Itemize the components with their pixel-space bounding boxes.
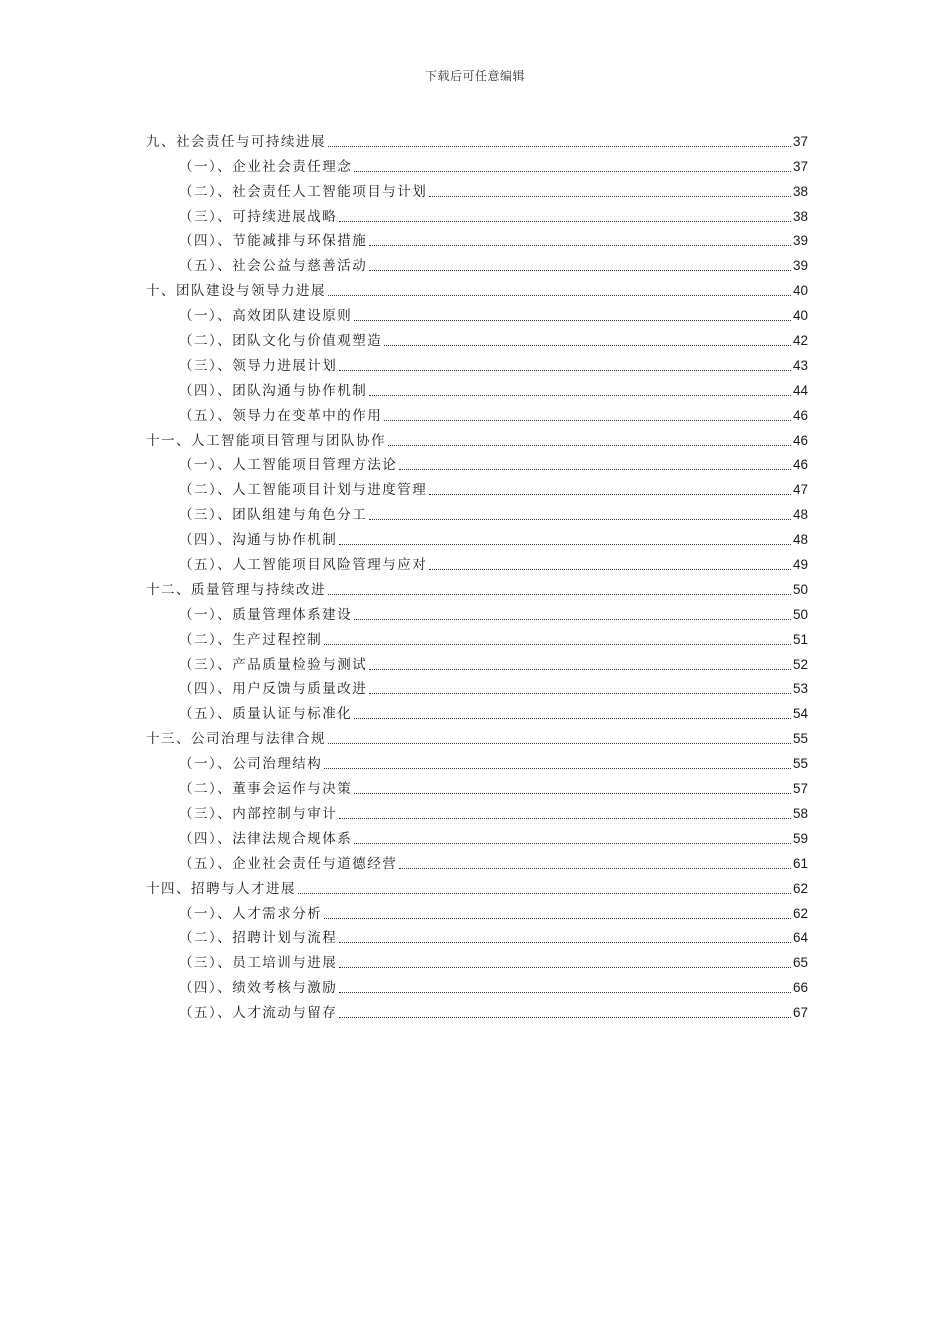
toc-page-number: 65 (792, 955, 808, 971)
toc-page-number: 40 (792, 283, 808, 299)
toc-dot-leader (384, 345, 791, 346)
toc-entry-title: （五）、企业社会责任与道德经营 (179, 855, 398, 872)
toc-section-entry[interactable] (146, 898, 808, 923)
toc-dot-leader (339, 818, 791, 819)
toc-dot-leader (399, 868, 791, 869)
toc-entry-title: （三）、产品质量检验与测试 (179, 656, 368, 673)
toc-dot-leader (339, 967, 791, 968)
toc-page-number: 46 (792, 457, 808, 473)
toc-entry-title: （四）、用户反馈与质量改进 (179, 681, 368, 698)
toc-entry-title: （一）、质量管理体系建设 (179, 606, 353, 623)
toc-section-entry[interactable] (146, 350, 808, 375)
toc-dot-leader (429, 196, 791, 197)
toc-dot-leader (369, 669, 791, 670)
toc-entry-title: （三）、内部控制与审计 (179, 805, 338, 822)
toc-page-number: 47 (792, 482, 808, 498)
toc-entry-title: （二）、社会责任人工智能项目与计划 (179, 183, 428, 200)
toc-section-entry[interactable] (146, 923, 808, 948)
toc-chapter-entry[interactable] (146, 275, 808, 300)
toc-dot-leader (369, 270, 791, 271)
toc-section-entry[interactable] (146, 773, 808, 798)
toc-page-number: 53 (792, 681, 808, 697)
toc-dot-leader (429, 569, 791, 570)
toc-section-entry[interactable] (146, 450, 808, 475)
toc-dot-leader (328, 295, 791, 296)
toc-dot-leader (339, 221, 791, 222)
toc-section-entry[interactable] (146, 151, 808, 176)
toc-page-number: 52 (792, 656, 808, 672)
toc-entry-title: （一）、高效团队建设原则 (179, 308, 353, 325)
toc-page-number: 37 (792, 133, 808, 149)
toc-entry-title: 十四、招聘与人才进展 (146, 880, 296, 897)
toc-entry-title: （三）、员工培训与进展 (179, 955, 338, 972)
toc-page-number: 44 (792, 382, 808, 398)
toc-dot-leader (369, 395, 791, 396)
toc-entry-title: （三）、可持续进展战略 (179, 208, 338, 225)
toc-entry-title: （四）、沟通与协作机制 (179, 532, 338, 549)
toc-page-number: 43 (792, 357, 808, 373)
toc-entry-title: （五）、质量认证与标准化 (179, 706, 353, 723)
toc-page-number: 58 (792, 805, 808, 821)
toc-dot-leader (369, 519, 791, 520)
toc-page-number: 46 (792, 407, 808, 423)
toc-section-entry[interactable] (146, 997, 808, 1022)
toc-page-number: 50 (792, 606, 808, 622)
toc-entry-title: （一）、人工智能项目管理方法论 (179, 457, 398, 474)
toc-entry-title: （二）、团队文化与价值观塑造 (179, 333, 383, 350)
toc-dot-leader (328, 743, 791, 744)
toc-page-number: 62 (792, 905, 808, 921)
toc-section-entry[interactable] (146, 848, 808, 873)
toc-entry-title: （二）、人工智能项目计划与进度管理 (179, 482, 428, 499)
toc-page-number: 59 (792, 830, 808, 846)
toc-entry-title: 十三、公司治理与法律合规 (146, 731, 326, 748)
toc-chapter-entry[interactable] (146, 873, 808, 898)
toc-page-number: 38 (792, 208, 808, 224)
toc-dot-leader (298, 893, 791, 894)
toc-section-entry[interactable] (146, 226, 808, 251)
toc-entry-title: （一）、人才需求分析 (179, 905, 323, 922)
toc-section-entry[interactable] (146, 201, 808, 226)
toc-entry-title: （一）、企业社会责任理念 (179, 158, 353, 175)
toc-dot-leader (324, 644, 791, 645)
toc-dot-leader (369, 693, 791, 694)
toc-dot-leader (354, 320, 791, 321)
toc-page-number: 37 (792, 158, 808, 174)
toc-entry-title: 十一、人工智能项目管理与团队协作 (146, 432, 386, 449)
toc-chapter-entry[interactable] (146, 723, 808, 748)
toc-page-number: 39 (792, 233, 808, 249)
toc-page-number: 50 (792, 581, 808, 597)
toc-dot-leader (339, 370, 791, 371)
toc-section-entry[interactable] (146, 947, 808, 972)
toc-entry-title: （五）、人才流动与留存 (179, 1005, 338, 1022)
toc-dot-leader (339, 1017, 791, 1018)
toc-chapter-entry[interactable] (146, 574, 808, 599)
toc-page-number: 55 (792, 756, 808, 772)
toc-entry-title: （一）、公司治理结构 (179, 756, 323, 773)
toc-entry-title: （三）、团队组建与角色分工 (179, 507, 368, 524)
toc-entry-title: （五）、人工智能项目风险管理与应对 (179, 557, 428, 574)
toc-page-number: 48 (792, 532, 808, 548)
toc-dot-leader (354, 171, 791, 172)
toc-page-number: 57 (792, 781, 808, 797)
toc-entry-title: 十、团队建设与领导力进展 (146, 283, 326, 300)
toc-page-number: 62 (792, 880, 808, 896)
toc-entry-title: （四）、团队沟通与协作机制 (179, 382, 368, 399)
toc-section-entry[interactable] (146, 176, 808, 201)
toc-page-number: 49 (792, 557, 808, 573)
toc-page-number: 61 (792, 855, 808, 871)
toc-section-entry[interactable] (146, 375, 808, 400)
toc-entry-title: （五）、领导力在变革中的作用 (179, 407, 383, 424)
toc-page-number: 38 (792, 183, 808, 199)
toc-section-entry[interactable] (146, 400, 808, 425)
table-of-contents (146, 126, 808, 1022)
toc-dot-leader (324, 918, 791, 919)
toc-section-entry[interactable] (146, 549, 808, 574)
toc-section-entry[interactable] (146, 524, 808, 549)
toc-page-number: 39 (792, 258, 808, 274)
toc-section-entry[interactable] (146, 649, 808, 674)
toc-dot-leader (399, 469, 791, 470)
toc-entry-title: （二）、招聘计划与流程 (179, 930, 338, 947)
toc-dot-leader (339, 992, 791, 993)
toc-entry-title: （二）、董事会运作与决策 (179, 781, 353, 798)
toc-section-entry[interactable] (146, 250, 808, 275)
toc-section-entry[interactable] (146, 972, 808, 997)
toc-page-number: 40 (792, 308, 808, 324)
toc-dot-leader (429, 494, 791, 495)
toc-entry-title: （三）、领导力进展计划 (179, 357, 338, 374)
toc-page-number: 64 (792, 930, 808, 946)
toc-page-number: 66 (792, 980, 808, 996)
toc-dot-leader (339, 544, 791, 545)
toc-section-entry[interactable] (146, 599, 808, 624)
toc-section-entry[interactable] (146, 823, 808, 848)
toc-entry-title: （二）、生产过程控制 (179, 631, 323, 648)
toc-page-number: 67 (792, 1005, 808, 1021)
toc-dot-leader (328, 594, 791, 595)
toc-page-number: 55 (792, 731, 808, 747)
toc-dot-leader (354, 718, 791, 719)
toc-section-entry[interactable] (146, 674, 808, 699)
toc-entry-title: （四）、绩效考核与激励 (179, 980, 338, 997)
toc-entry-title: （四）、节能减排与环保措施 (179, 233, 368, 250)
toc-chapter-entry[interactable] (146, 425, 808, 450)
toc-dot-leader (369, 245, 791, 246)
page-header-note: 下载后可任意编辑 (424, 69, 525, 83)
toc-section-entry[interactable] (146, 624, 808, 649)
toc-dot-leader (354, 843, 791, 844)
toc-section-entry[interactable] (146, 748, 808, 773)
toc-page-number: 42 (792, 333, 808, 349)
toc-dot-leader (388, 445, 791, 446)
toc-entry-title: 九、社会责任与可持续进展 (146, 133, 326, 150)
toc-page-number: 51 (792, 631, 808, 647)
toc-dot-leader (354, 619, 791, 620)
toc-entry-title: 十二、质量管理与持续改进 (146, 581, 326, 598)
toc-dot-leader (324, 768, 791, 769)
toc-section-entry[interactable] (146, 499, 808, 524)
toc-page-number: 46 (792, 432, 808, 448)
toc-section-entry[interactable] (146, 325, 808, 350)
toc-section-entry[interactable] (146, 474, 808, 499)
toc-page-number: 48 (792, 507, 808, 523)
toc-dot-leader (384, 420, 791, 421)
toc-dot-leader (354, 793, 791, 794)
toc-chapter-entry[interactable] (146, 126, 808, 151)
toc-section-entry[interactable] (146, 300, 808, 325)
toc-entry-title: （四）、法律法规合规体系 (179, 830, 353, 847)
toc-page-number: 54 (792, 706, 808, 722)
toc-dot-leader (339, 942, 791, 943)
toc-section-entry[interactable] (146, 698, 808, 723)
toc-dot-leader (328, 146, 791, 147)
toc-section-entry[interactable] (146, 798, 808, 823)
toc-entry-title: （五）、社会公益与慈善活动 (179, 258, 368, 275)
